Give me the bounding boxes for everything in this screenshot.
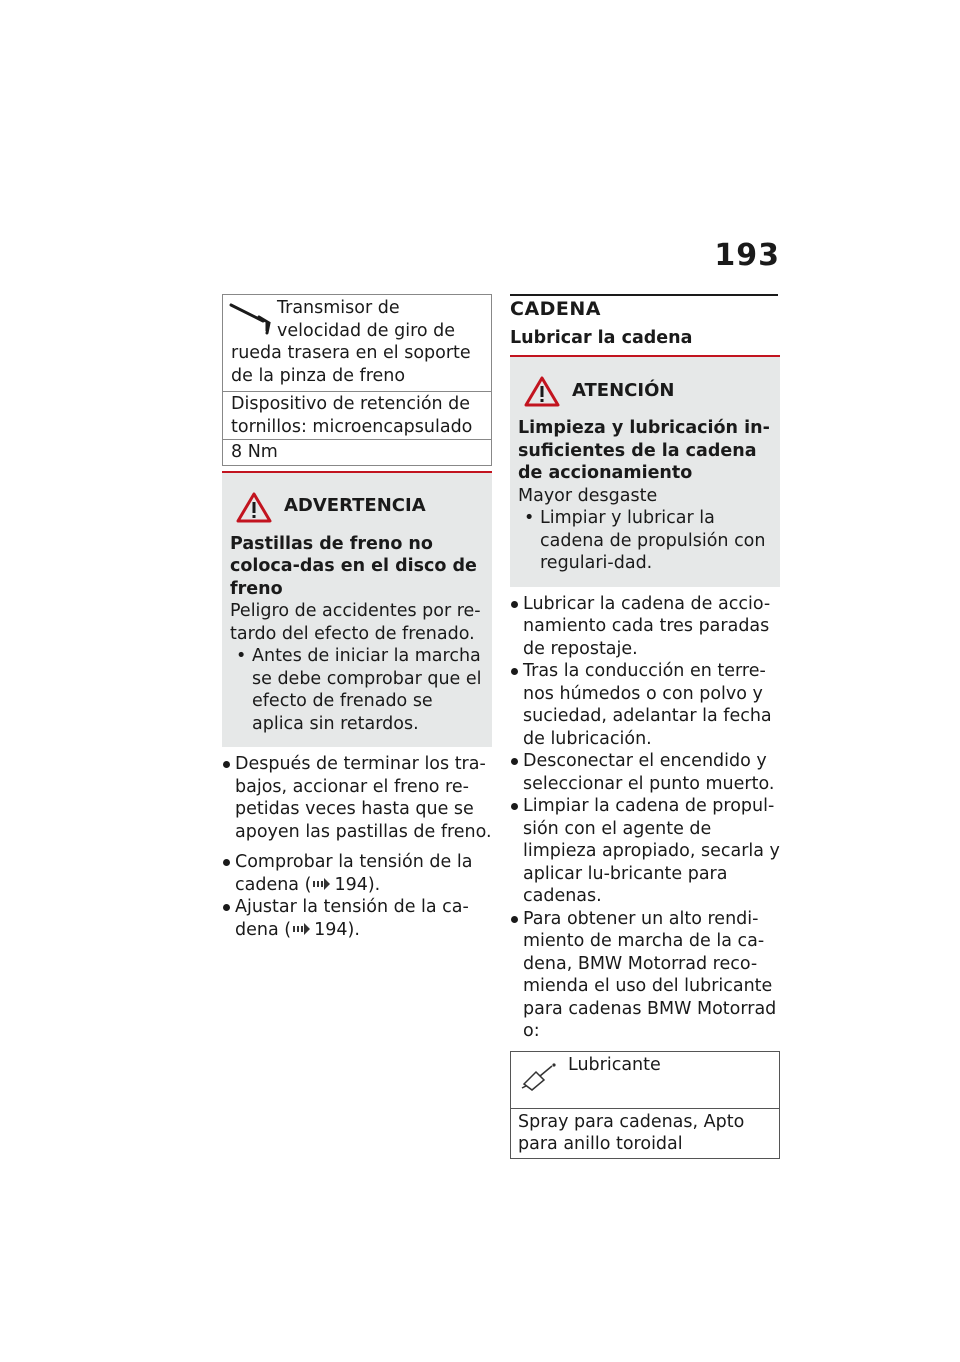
subsection-title: Lubricar la cadena — [510, 327, 693, 348]
attention-title: ATENCIÓN — [572, 379, 675, 401]
lubricant-table — [510, 1051, 780, 1159]
cross-reference-arrow-icon — [313, 877, 330, 891]
spec-item-cell — [223, 295, 491, 391]
lubricant-label: Lubricante — [568, 1054, 661, 1075]
spec-value-cell: 8 Nm — [223, 439, 491, 465]
list-item-text: Ajustar la tensión de la ca-dena ( — [235, 897, 469, 940]
list-item: Tras la conducción en terre-nos húmedos o con polvo y suciedad, adelantar la fecha de lubricación. — [510, 660, 780, 750]
warning-box — [222, 471, 492, 748]
torque-spec-table — [222, 294, 492, 466]
spec-item-text: Transmisor de velocidad de giro de rueda trasera en el soporte de la pinza de freno — [231, 298, 471, 386]
warning-header — [230, 487, 484, 527]
warning-heading: Pastillas de freno no coloca-das en el disco de freno — [230, 533, 477, 599]
page-number: 193 — [714, 238, 780, 273]
list-item: Comprobar la tensión de la cadena ( 194). — [222, 851, 492, 896]
spec-condition-cell: Dispositivo de retención de tornillos: microencapsulado — [223, 391, 491, 439]
list-item: Limpiar la cadena de propul-sión con el agente de limpieza apropiado, secarla y aplicar lu-bricante para cadenas. — [510, 795, 780, 908]
list-item-text: Comprobar la tensión de la cadena ( — [235, 852, 473, 895]
warning-triangle-icon — [236, 491, 272, 523]
torque-wrench-icon — [227, 299, 273, 337]
oil-can-icon — [518, 1060, 558, 1092]
attention-heading: Limpieza y lubricación in-suficientes de la cadena de accionamiento — [518, 418, 770, 483]
right-column — [510, 294, 780, 1159]
left-column — [222, 294, 492, 941]
warning-item: • Antes de iniciar la marcha se debe comprobar que el efecto de frenado se aplica sin retardos. — [230, 645, 484, 735]
lubricant-label-cell — [511, 1052, 779, 1109]
section-title: CADENA — [510, 298, 602, 320]
list-item: Lubricar la cadena de accio-namiento cada tres paradas de repostaje. — [510, 593, 780, 661]
section-divider — [510, 294, 778, 296]
list-item: Después de terminar los tra-bajos, accionar el freno re-petidas veces hasta que se apoyen las pastillas de freno. — [222, 753, 492, 843]
page-reference-link[interactable]: 194 — [334, 874, 368, 895]
page-reference-link[interactable]: 194 — [314, 919, 348, 940]
attention-box — [510, 355, 780, 587]
cross-reference-arrow-icon — [293, 922, 310, 936]
attention-item: • Limpiar y lubricar la cadena de propulsión con regulari-dad. — [518, 507, 772, 575]
attention-header — [518, 371, 772, 411]
procedure-list — [510, 593, 780, 1043]
list-item: Ajustar la tensión de la ca-dena ( 194). — [222, 896, 492, 941]
warning-triangle-icon — [524, 375, 560, 407]
warning-text: Peligro de accidentes por re-tardo del efecto de frenado. — [230, 601, 481, 644]
lubricant-value-cell: Spray para cadenas, Apto para anillo toroidal — [518, 1111, 745, 1154]
warning-title: ADVERTENCIA — [284, 495, 426, 517]
list-item: Desconectar el encendido y seleccionar el punto muerto. — [510, 750, 780, 795]
list-item: Para obtener un alto rendi-miento de marcha de la ca-dena, BMW Motorrad reco-mienda el uso del lubricante para cadenas BMW Motorrad o: — [510, 908, 780, 1043]
attention-text: Mayor desgaste — [518, 485, 658, 506]
